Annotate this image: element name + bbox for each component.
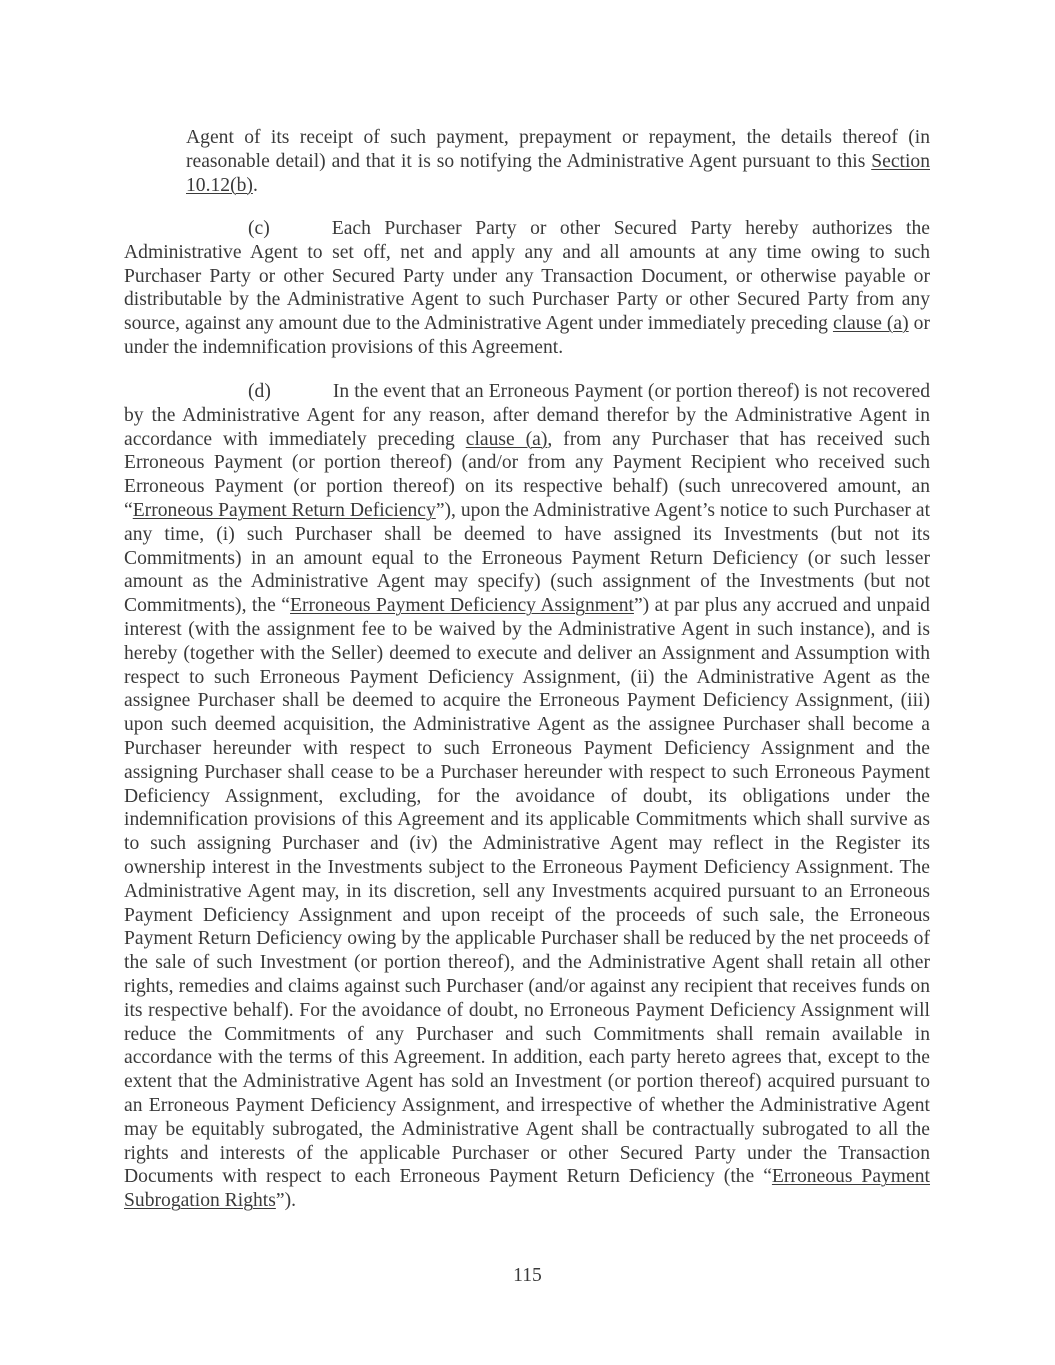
paragraph-c-text-after: or under the indemnification provisions of this Agreement. [124, 313, 930, 358]
paragraph-d-label: (d) [248, 381, 271, 402]
paragraph-c [124, 217, 930, 360]
paragraph-continuation [186, 126, 930, 197]
paragraph-d-text-3: ”), upon the Administrative Agent’s notice to such Purchaser at any time, (i) such Purchaser shall be deemed to have assigned its Investments (but not its Commitments) in an amount equal to the Erroneous Payment Return Deficiency (or such lesser amount as the Administrative Agent may specify) (such assignment of the Investments (but not Commitments), the “ [124, 499, 931, 617]
paragraph-c-label: (c) [248, 218, 270, 239]
defined-term-return-deficiency: Erroneous Payment Return Deficiency [132, 499, 436, 521]
paragraph-c-text-before: Each Purchaser Party or other Secured Party hereby authorizes the Administrative Agent to set off, net and apply any and all amounts at any time owing to such Purchaser Party or other Secured Party under any Transaction Document, or otherwise payable or distributable by the Administrative Agent to such Purchaser Party or other Secured Party from any source, against any amount due to the Administrative Agent under immediately preceding [124, 218, 930, 335]
paragraph-d-text-4: ”) at par plus any accrued and unpaid interest (with the assignment fee to be waived by the Administrative Agent in such instance), and is hereby (together with the Seller) deemed to execute and deliver an Assignment and Assumption with respect to such Erroneous Payment Deficiency Assignment, (ii) the Administrative Agent as the assignee Purchaser shall be deemed to acquire the Erroneous Payment Deficiency Assignment, (iii) upon such deemed acquisition, the Administrative Agent as the assignee Purchaser shall become a Purchaser hereunder with respect to such Erroneous Payment Deficiency Assignment and the assigning Purchaser shall cease to be a Purchaser hereunder with respect to such Erroneous Payment Deficiency Assignment, excluding, for the avoidance of doubt, its obligations under the indemnification provisions of this Agreement and its applicable Commitments which shall survive as to such assigning Purchaser and (iv) the Administrative Agent may reflect in the Register its ownership interest in the Investments subject to the Erroneous Payment Deficiency Assignment. The Administrative Agent may, in its discretion, sell any Investments acquired pursuant to an Erroneous Payment Deficiency Assignment and upon receipt of the proceeds of such sale, the Erroneous Payment Return Deficiency owing by the applicable Purchaser shall be reduced by the net proceeds of the sale of such Investment (or portion thereof), and the Administrative Agent shall retain all other rights, remedies and claims against such Purchaser (and/or against any recipient that receives funds on its respective behalf). For the avoidance of doubt, no Erroneous Payment Deficiency Assignment will reduce the Commitments of any Purchaser and such Commitments shall remain available in accordance with the terms of this Agreement. In addition, each party hereto agrees that, except to the extent that the Administrative Agent has sold an Investment (or portion thereof) acquired pursuant to an Erroneous Payment Deficiency Assignment, and irrespective of whether the Administrative Agent may be equitably subrogated, the Administrative Agent shall be contractually subrogated to all the rights and interests of the applicable Purchaser or other Secured Party under the Transaction Documents with respect to each Erroneous Payment Return Deficiency (the “ [124, 595, 930, 1188]
paragraph-d [124, 380, 930, 1213]
continuation-text-before: Agent of its receipt of such payment, prepayment or repayment, the details thereof (in reasonable detail) and that it is so notifying the Administrative Agent pursuant to this [186, 127, 930, 172]
clause-reference: clause (a) [832, 313, 909, 335]
paragraph-d-text-2: , from any Purchaser that has received such Erroneous Payment (or portion thereof) (and/or from any Payment Recipient who received such Erroneous Payment (or portion thereof) on its respective behalf) (such unrecovered amount, an “ [124, 428, 930, 521]
continuation-text-after: . [252, 174, 258, 196]
defined-term-subrogation-rights: Erroneous Payment Subrogation Rights [124, 1166, 930, 1212]
defined-term-deficiency-assignment: Erroneous Payment Deficiency Assignment [290, 595, 634, 617]
paragraph-d-text-5: ”). [275, 1190, 296, 1212]
section-reference: Section 10.12(b) [186, 150, 930, 196]
clause-reference: clause (a) [465, 428, 548, 450]
paragraph-d-text-1: In the event that an Erroneous Payment (or portion thereof) is not recovered by the Administrative Agent for any reason, after demand therefor by the Administrative Agent in accordance with immediately preceding [124, 381, 930, 450]
page-number: 115 [513, 1265, 542, 1286]
